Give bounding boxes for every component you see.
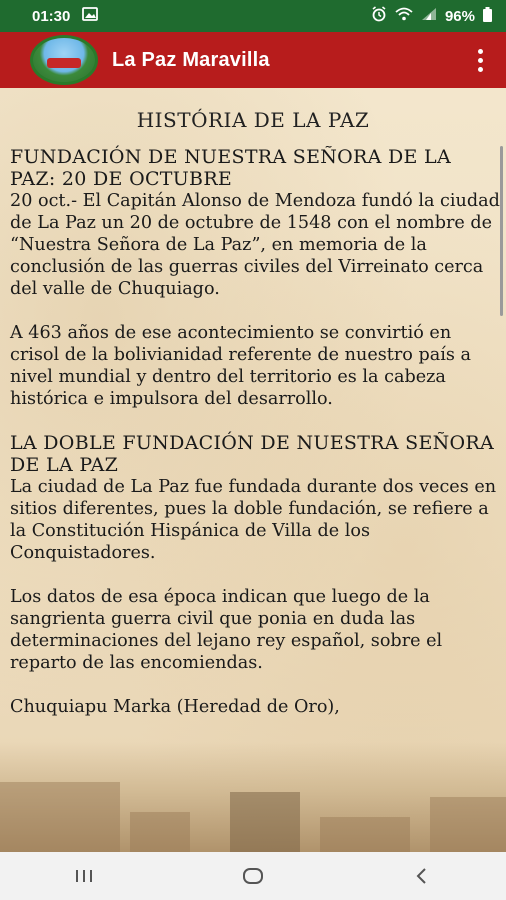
- article-body: [10, 146, 502, 740]
- app-title: La Paz Maravilla: [112, 48, 270, 71]
- alarm-icon: [371, 6, 387, 26]
- wifi-icon: [395, 7, 413, 25]
- status-bar: [0, 0, 506, 32]
- paragraph: Los datos de esa época indican que luego de la sangrienta guerra civil que ponia en duda las determinaciones del lejano rey español, sobre el reparto de las encomiendas.: [10, 587, 443, 673]
- signal-icon: [421, 7, 437, 25]
- scrollbar[interactable]: [500, 146, 503, 316]
- paragraph: Chuquiapu Marka (Heredad de Oro),: [10, 697, 340, 717]
- navigation-bar: [0, 852, 506, 900]
- overflow-menu-icon[interactable]: [478, 49, 484, 72]
- recents-icon: [74, 868, 94, 884]
- recents-button[interactable]: [54, 856, 114, 896]
- battery-percent: 96%: [444, 7, 475, 25]
- gallery-notification-icon: [82, 7, 98, 25]
- app-bar: [0, 32, 506, 88]
- section-heading: FUNDACIÓN DE NUESTRA SEÑORA DE LA PAZ: 20 DE OCTUBRE: [10, 146, 451, 190]
- battery-icon: [483, 7, 492, 26]
- ruins-background-image: [0, 742, 506, 852]
- home-icon: [242, 867, 264, 885]
- app-logo-icon: [30, 35, 98, 85]
- paragraph: A 463 años de ese acontecimiento se convirtió en crisol de la bolivianidad referente de nuestro país a nivel mundial y dentro del territorio es la cabeza histórica e impulsora del desarrollo.: [10, 323, 471, 409]
- page-title: HISTÓRIA DE LA PAZ: [136, 108, 370, 132]
- section-heading: LA DOBLE FUNDACIÓN DE NUESTRA SEÑORA DE LA PAZ: [10, 432, 495, 476]
- back-button[interactable]: [392, 856, 452, 896]
- paragraph: 20 oct.- El Capitán Alonso de Mendoza fundó la ciudad de La Paz un 20 de octubre de 1548 con el nombre de “Nuestra Señora de La Paz”, en memoria de la conclusión de las guerras civiles del Virreinato cerca del valle de Chuquiago.: [10, 191, 500, 299]
- status-time: 01:30: [32, 7, 71, 25]
- paragraph: La ciudad de La Paz fue fundada durante dos veces en sitios diferentes, pues la doble fundación, se refiere a la Constitución Hispánica de Villa de los Conquistadores.: [10, 477, 497, 563]
- home-button[interactable]: [223, 856, 283, 896]
- back-icon: [415, 867, 429, 885]
- history-content[interactable]: [0, 88, 506, 852]
